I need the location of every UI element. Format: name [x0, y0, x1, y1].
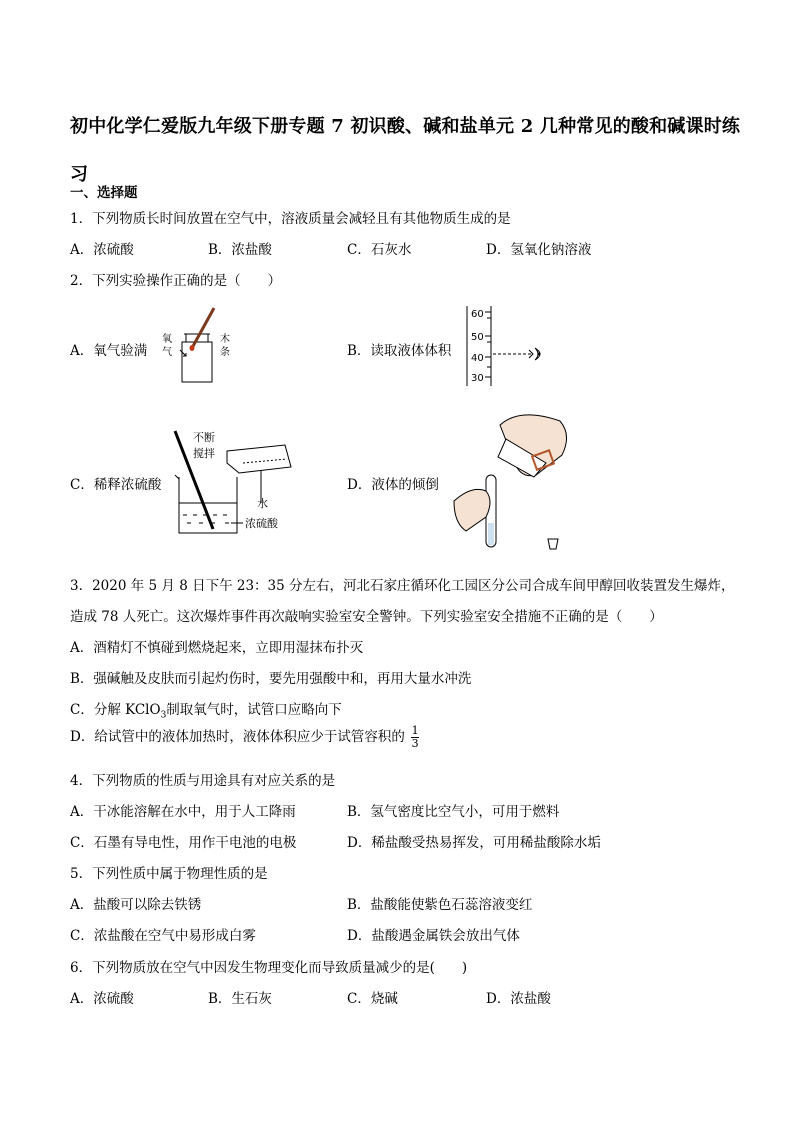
fig-c-label-water: 水	[257, 497, 268, 510]
q5-option-c: C．浓盐酸在空气中易形成白雾	[70, 928, 256, 944]
fig-b-tick-60: 60	[471, 309, 484, 320]
q3-option-c-pre: C．分解 KClO	[70, 702, 161, 718]
q6-option-b: B．生石灰	[208, 991, 272, 1007]
q4-option-b: B．氢气密度比空气小，可用于燃料	[347, 804, 560, 820]
fig-c-label-stir1: 不断	[193, 431, 215, 444]
section-heading: 一、选择题	[70, 185, 138, 201]
fig-b-tick-40: 40	[471, 353, 484, 364]
q3-option-b: B．强碱触及皮肤而引起灼伤时，要先用强酸中和，再用大量水冲洗	[70, 671, 472, 687]
q6-option-a: A．浓硫酸	[70, 991, 134, 1007]
q1-stem: 1．下列物质长时间放置在空气中，溶液质量会减轻且有其他物质生成的是	[70, 211, 511, 227]
page-title: 初中化学仁爱版九年级下册专题 7 初识酸、碱和盐单元 2 几种常见的酸和碱课时练习	[70, 116, 741, 185]
q1-option-d: D．氢氧化钠溶液	[486, 242, 592, 258]
fig-a-label-wood1: 木	[220, 334, 230, 345]
fraction-numerator: 1	[411, 724, 419, 737]
q2-option-c: C．稀释浓硫酸	[70, 477, 162, 493]
fraction-denominator: 3	[411, 737, 419, 750]
q3-option-c	[70, 698, 342, 721]
q3-stem-line2: 造成 78 人死亡。这次爆炸事件再次敲响实验室安全警钟。下列实验室安全措施不正确的是（ ）	[70, 609, 663, 625]
fig-c-label-stir2: 搅拌	[193, 447, 215, 460]
q3-option-d-text: D．给试管中的液体加热时，液体体积应少于试管容积的	[70, 729, 405, 745]
q3-option-a: A．酒精灯不慎碰到燃烧起来，立即用湿抹布扑灭	[70, 640, 364, 656]
q5-option-d: D．盐酸遇金属铁会放出气体	[347, 928, 520, 944]
fraction-one-third	[411, 725, 419, 750]
fig-b-tick-30: 30	[471, 373, 484, 384]
q5-stem: 5．下列性质中属于物理性质的是	[70, 866, 268, 882]
dilute-acid-figure	[165, 425, 305, 540]
q4-option-a: A．干冰能溶解在水中，用于人工降雨	[70, 804, 296, 820]
q3-option-d	[70, 725, 419, 750]
q6-stem: 6．下列物质放在空气中因发生物理变化而导致质量减少的是( )	[70, 960, 468, 976]
q1-option-c: C．石灰水	[347, 242, 412, 258]
q2-option-a: A．氧气验满	[70, 343, 148, 359]
pouring-liquid-figure	[450, 405, 580, 555]
q6-option-c: C．烧碱	[347, 991, 398, 1007]
q4-stem: 4．下列物质的性质与用途具有对应关系的是	[70, 773, 336, 789]
q1-option-a: A．浓硫酸	[70, 242, 134, 258]
q2-stem: 2．下列实验操作正确的是（ ）	[70, 273, 282, 289]
fig-a-label-wood2: 条	[220, 347, 230, 358]
q6-option-d: D．浓盐酸	[486, 991, 551, 1007]
q3-option-c-sub: 3	[160, 710, 167, 721]
oxygen-test-figure	[150, 300, 250, 390]
q4-option-d: D．稀盐酸受热易挥发，可用稀盐酸除水垢	[347, 835, 601, 851]
q5-option-a: A．盐酸可以除去铁锈	[70, 897, 202, 913]
fig-b-tick-50: 50	[471, 332, 484, 343]
q3-option-c-post: 制取氧气时，试管口应略向下	[166, 702, 342, 718]
q2-option-d: D．液体的倾倒	[347, 477, 439, 493]
fig-a-label-oxygen2: 气	[162, 347, 172, 358]
q4-option-c: C．石墨有导电性，用作干电池的电极	[70, 835, 297, 851]
fig-a-label-oxygen1: 氧	[162, 334, 172, 345]
cylinder-reading-figure	[455, 302, 555, 388]
q5-option-b: B．盐酸能使紫色石蕊溶液变红	[347, 897, 533, 913]
q1-option-b: B．浓盐酸	[208, 242, 272, 258]
q2-option-b: B．读取液体体积	[347, 343, 452, 359]
fig-c-label-acid: 浓硫酸	[245, 517, 278, 530]
q3-stem-line1: 3．2020 年 5 月 8 日下午 23：35 分左右，河北石家庄循环化工园区分公司合成车间甲醇回收装置发生爆炸，	[70, 578, 735, 594]
